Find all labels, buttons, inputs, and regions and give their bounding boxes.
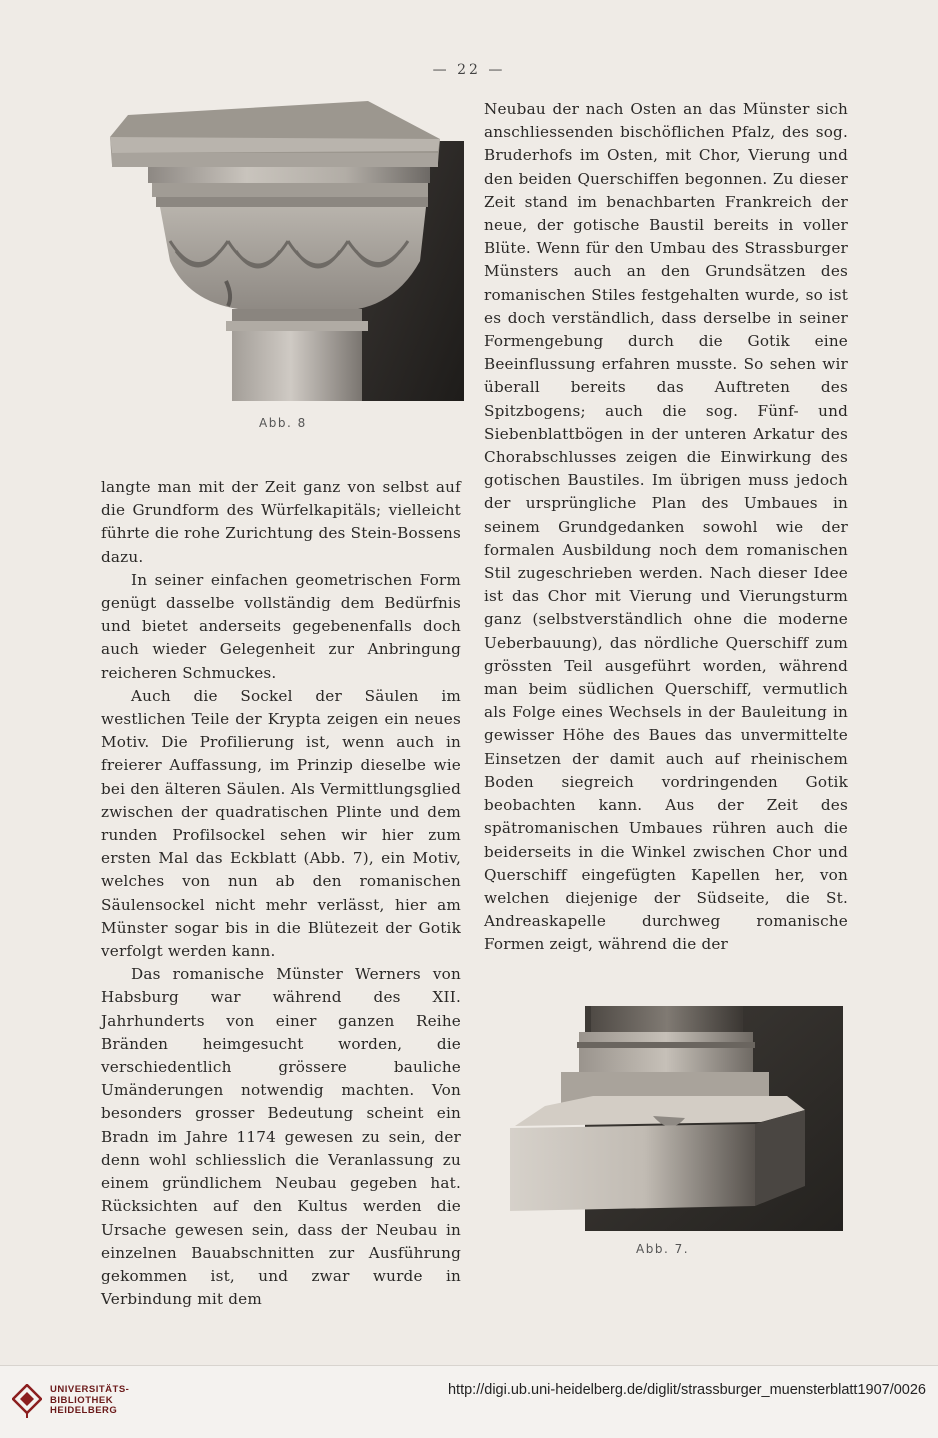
right-column [484,98,848,957]
figure-8-caption: Abb. 8 [259,416,307,430]
source-url-link[interactable]: http://digi.ub.uni-heidelberg.de/diglit/strassburger_muensterblatt1907/0026 [447,1382,926,1398]
left-column [101,476,461,1311]
library-name-line-2: BIBLIOTHEK [50,1394,114,1406]
figure-7-photo [505,1006,843,1231]
library-name [50,1385,129,1417]
left-paragraph-3: Auch die Sockel der Säulen im westlichen Teile der Krypta zeigen ein neues Motiv. Die Profilierung ist, wenn auch in freierer Auffassung, im Prinzip dieselbe wie bei den älteren Säulen. Als Vermittlungsglied zwischen der quadratischen Plinte und dem runden Profilsockel sehen wir hier zum ersten Mal das Eckblatt (Abb. 7), ein Motiv, welches von nun ab den romanischen Säulensockel nicht mehr verlässt, hier am Münster sogar bis in die Blütezeit der Gotik verfolgt werden kann. [101,686,461,961]
page-number: — 22 — [432,62,506,78]
library-name-line-3: HEIDELBERG [50,1405,118,1416]
figure-8-photo [108,101,464,401]
left-paragraph-4: Das romanische Münster Werners von Habsburg war während des XII. Jahrhunderts von einer ganzen Reihe Bränden heimgesucht worden, die verschiedentlich grössere bauliche Umänderungen notwendig machten. Von besonders grosser Bedeutung scheint ein Bradn im Jahre 1174 gewesen zu sein, der denn wohl schliesslich die Veranlassung zu einem gründlichem Neubau gegeben hat. Rücksichten auf den Kultus werden die Ursache gewesen sein, dass der Neubau in einzelnen Bauabschnitten zur Ausführung gekommen ist, und zwar wurde in Verbindung mit dem [101,965,461,1309]
library-name-line-1: UNIVERSITÄTS- [50,1384,130,1395]
left-paragraph-2: In seiner einfachen geometrischen Form genügt dasselbe vollständig dem Bedürfnis und bietet anderseits gegebenenfalls doch auch wieder Gelegenheit zur Anbringung reicheren Schmuckes. [101,570,461,682]
left-paragraph-1: langte man mit der Zeit ganz von selbst auf die Grundform des Würfelkapitäls; vielleicht führte die rohe Zurichtung des Stein-Bossens dazu. [101,478,461,566]
figure-7-caption: Abb. 7. [636,1242,690,1256]
right-paragraph-1: Neubau der nach Osten an das Münster sich anschliessenden bischöflichen Pfalz, des sog. Bruderhofs im Osten, mit Chor, Vierung und den beiden Querschiffen begonnen. Zu dieser Zeit stand im benachbarten Frankreich der neue, der gotische Baustil bereits in voller Blüte. Wenn für den Umbau des Strassburger Münsters auch an den Grundsätzen des romanischen Stiles festgehalten wurde, so ist es doch verständlich, dass derselbe in seiner Formengebung durch die Gotik eine Beeinflussung erfahren musste. So sehen wir überall bereits das Auftreten des Spitzbogens; auch die sog. Fünf- und Siebenblattbögen in der unteren Arkatur des Chorabschlusses zeigen die Einwirkung des gotischen Baustiles. Im übrigen muss jedoch der ursprüngliche Plan des Umbaues in seinem Grundgedanken sowohl wie der formalen Ausbildung noch dem romanischen Stil zugeschrieben werden. Nach dieser Idee ist das Chor mit Vierung und Vierungsturm ganz (selbstverständlich ohne die moderne Ueberbauung), das nördliche Querschiff zum grössten Teil ausgeführt worden, während man beim südlichen Querschiff, vermutlich als Folge eines Wechsels in der Bauleitung in gewisser Höhe des Baues das unvermittelte Einsetzen der damit auch auf rheinischem Boden siegreich vordringenden Gotik beobachten kann. Aus der Zeit des spätromanischen Umbaues rühren auch die beiderseits in die Winkel zwischen Chor und Querschiff eingefügten Kapellen her, von welchen diejenige der Südseite, die St. Andreaskapelle durchweg romanische Formen zeigt, während die der [484,100,848,954]
library-footer [0,1365,938,1438]
capital-image [108,101,464,401]
university-library-logo-icon [12,1384,42,1418]
column-base-image [505,1006,843,1231]
